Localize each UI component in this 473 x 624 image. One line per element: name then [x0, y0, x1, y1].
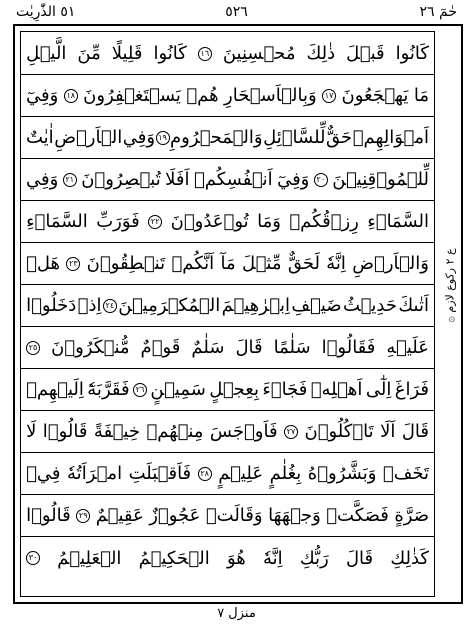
- verse-word: فَقَرَّبَهٗٓ: [87, 379, 130, 400]
- verse-word: حَدِيۡثُ: [342, 295, 397, 316]
- verse-word: فَصَكَّتۡ: [326, 505, 389, 526]
- verse-word: اِنَّهٗ: [262, 547, 283, 569]
- verse-word: قَالَ: [401, 421, 429, 442]
- verse-word: تُبۡصِرُوۡنَ: [81, 169, 161, 190]
- ayah-number-marker: ٢٧: [284, 425, 298, 439]
- verse-word: تُوۡعَدُوۡنَ: [170, 211, 249, 232]
- verse-word: الۡعَلِيۡمُ: [57, 547, 122, 569]
- verse-word: مُحۡسِنِينَ: [222, 43, 296, 64]
- verse-word: هَلۡ: [26, 253, 61, 274]
- ayah-number-marker: ٢٦: [133, 383, 147, 397]
- verse-word: عَلَيۡهِ: [386, 337, 429, 358]
- header-surah-name: ٥١ الذّٰرِيٰت: [16, 4, 76, 20]
- ayah-number-marker: ٢٠: [314, 173, 328, 187]
- ayah-number-marker: ١٦: [198, 47, 212, 61]
- verse-word: اِبۡرٰهِيۡمَ: [221, 295, 291, 316]
- verse-line: [20, 33, 435, 75]
- verse-word: اَهۡلِهٖ: [310, 379, 363, 400]
- verse-word: يَسۡتَغۡفِرُونَ: [83, 85, 181, 106]
- verse-word: فَوَرَبِّ: [96, 211, 140, 232]
- verse-word: تَنۡطِقُوۡنَ: [86, 253, 166, 274]
- verse-word: قَالُوۡا: [26, 505, 71, 526]
- verse-word: وَمَا: [257, 211, 281, 232]
- verse-word: فَاَوۡجَسَ: [209, 421, 278, 442]
- verse-word: وَبَشَّرُوۡهُ: [307, 463, 377, 484]
- verse-word: اٰيٰتٌ: [26, 127, 54, 148]
- verse-word: اَنَّكُمۡ: [171, 253, 215, 274]
- verse-word: وَقَالَتۡ: [205, 505, 263, 526]
- verse-line: [20, 285, 435, 327]
- verse-word: عَقِيۡمٌ: [95, 505, 144, 526]
- verse-line: [20, 369, 435, 411]
- ayah-number-marker: ٢١: [63, 173, 77, 187]
- verse-word: فَرَاغَ: [394, 379, 429, 400]
- verse-word: هُمۡ: [186, 85, 219, 106]
- verse-word: ضَيۡفِ: [291, 295, 342, 316]
- ayah-number-marker: ١٩: [156, 131, 170, 145]
- verse-word: اَمۡوَالِهِمۡ: [352, 127, 429, 148]
- ayah-number-marker: ١٨: [64, 89, 78, 103]
- verse-word: مِّثۡلَ: [241, 253, 282, 274]
- verse-word: فَقَالُوۡا: [321, 337, 376, 358]
- ayah-number-marker: ٣٠: [26, 551, 40, 565]
- verse-word: وَفِي: [26, 169, 59, 190]
- verse-word: الَّيۡلِ: [26, 43, 67, 64]
- verse-word: صَرَّةٍ: [394, 505, 429, 526]
- verse-word: الۡمُكۡرَمِيۡنَ: [118, 295, 221, 316]
- verse-word: الۡحَكِيۡمُ: [138, 547, 210, 569]
- header-juz-name: حٰمٓ ٢٦: [419, 4, 457, 20]
- verse-word: هُوَ: [226, 547, 246, 569]
- verse-word: عَجُوۡزٌ: [149, 505, 201, 526]
- ayah-number-marker: ٢٣: [66, 257, 80, 271]
- verse-word: اَنۡفُسِكُمۡ: [193, 169, 273, 190]
- verse-word: قَالَ: [345, 547, 374, 569]
- verse-line: [20, 117, 435, 159]
- verse-word: بِعِجۡلٍ: [209, 379, 259, 400]
- verse-word: وَالۡمَحۡرُومِ: [170, 127, 263, 148]
- verse-word: مِّنَ: [77, 43, 101, 64]
- margin-ruku-marker: [440, 230, 460, 340]
- verse-word: ذٰلِكَ: [306, 43, 336, 64]
- verse-word: كَانُوا: [153, 43, 187, 64]
- verse-word: قَوۡمٌ: [140, 337, 181, 358]
- verse-word: لَحَقٌّ: [287, 253, 320, 274]
- verse-word: اِنَّهٗ: [326, 253, 346, 274]
- verse-word: وَبِالۡاَسۡحَارِ: [224, 85, 317, 106]
- verse-word: سَمِيۡنٍ: [150, 379, 206, 400]
- verse-word: تَاۡكُلُوۡنَ: [304, 421, 374, 442]
- verse-line: [20, 75, 435, 117]
- verse-line: [20, 327, 435, 369]
- verse-word: كَانُوا: [395, 43, 429, 64]
- verse-word: مَآ: [220, 253, 236, 274]
- ayah-number-marker: ٢٥: [26, 341, 40, 355]
- verse-word: سَلٰمٌ: [191, 337, 225, 358]
- verse-word: وَفِيٓ: [26, 85, 59, 106]
- verse-line: [20, 159, 435, 201]
- verse-word: قَلِيلًا: [111, 43, 143, 64]
- verse-line: [20, 537, 435, 579]
- verse-word: مِنۡهُمۡ: [146, 421, 204, 442]
- verse-word: وَجۡهَهَا: [268, 505, 321, 526]
- verse-word: كَذٰلِكِ: [390, 547, 429, 569]
- verse-word: فِيۡ: [26, 463, 61, 484]
- verse-word: الۡاَرۡضِ: [54, 127, 123, 148]
- verse-line: [20, 201, 435, 243]
- verse-word: تَخَفۡ: [382, 463, 429, 484]
- verse-word: وَفِيٓ: [277, 169, 310, 190]
- verse-word: السَّمَاۤءِ: [26, 211, 88, 232]
- verse-word: مَا: [413, 85, 429, 106]
- verse-word: سَلٰمًا: [273, 337, 311, 358]
- ayah-number-marker: ٢٨: [198, 467, 212, 481]
- verse-word: اَلَا: [380, 421, 396, 442]
- verse-word: اَفَلَا: [165, 169, 190, 190]
- verse-line: [20, 495, 435, 537]
- verse-word: اِلٰٓى: [365, 379, 392, 400]
- verse-word: قَبۡلَ: [346, 43, 385, 64]
- manzil-footer: منزل ٧: [217, 606, 256, 621]
- header-page-number: ٥٢٦: [225, 4, 248, 20]
- verse-word: مُّنۡكَرُوۡنَ: [51, 337, 130, 358]
- verse-word: حَقٌّ: [326, 127, 353, 148]
- verse-word: لِّلۡمُوۡقِنِيۡنَ: [332, 169, 429, 190]
- verse-word: عَلِيۡمٍ: [218, 463, 264, 484]
- verse-word: قَالَ: [235, 337, 263, 358]
- verse-word: السَّمَاۤءِ: [367, 211, 429, 232]
- verse-word: اِلَيۡهِمۡ: [26, 379, 84, 400]
- verse-word: لَا: [26, 421, 37, 442]
- verse-word: فَاَقۡبَلَتِ: [128, 463, 192, 484]
- verse-word: وَفِي: [122, 127, 156, 148]
- verse-word: امۡرَاَتُهٗ: [67, 463, 123, 484]
- ayah-number-marker: ٢٢: [148, 215, 162, 229]
- verse-word: دَخَلُوۡا: [26, 295, 77, 316]
- verse-word: فَجَاۤءَ: [262, 379, 308, 400]
- verse-word: لِّلسَّاۤئِلِ: [263, 127, 326, 148]
- verse-word: يَهۡجَعُونَ: [341, 85, 409, 106]
- verse-line: [20, 411, 435, 453]
- verse-word: بِغُلٰمٍ: [269, 463, 302, 484]
- verse-word: رِزۡقُكُمۡ: [289, 211, 359, 232]
- verse-word: اَتٰىكَ: [398, 295, 429, 316]
- ayah-number-marker: ١٧: [322, 89, 336, 103]
- verse-word: قَالُوۡا: [42, 421, 88, 442]
- ayah-number-marker: ٢٩: [76, 509, 90, 523]
- ayah-number-marker: ٢٤: [103, 299, 117, 313]
- verse-line: [20, 243, 435, 285]
- verse-word: وَالۡاَرۡضِ: [352, 253, 429, 274]
- verse-line: [20, 453, 435, 495]
- verse-word: اِذۡ: [77, 295, 102, 316]
- margin-ruku-text: ۞ ع ٢ رکوع لازم: [443, 247, 457, 323]
- verse-word: خِيۡفَةً: [93, 421, 141, 442]
- verse-word: رَبُّكِ: [299, 547, 329, 569]
